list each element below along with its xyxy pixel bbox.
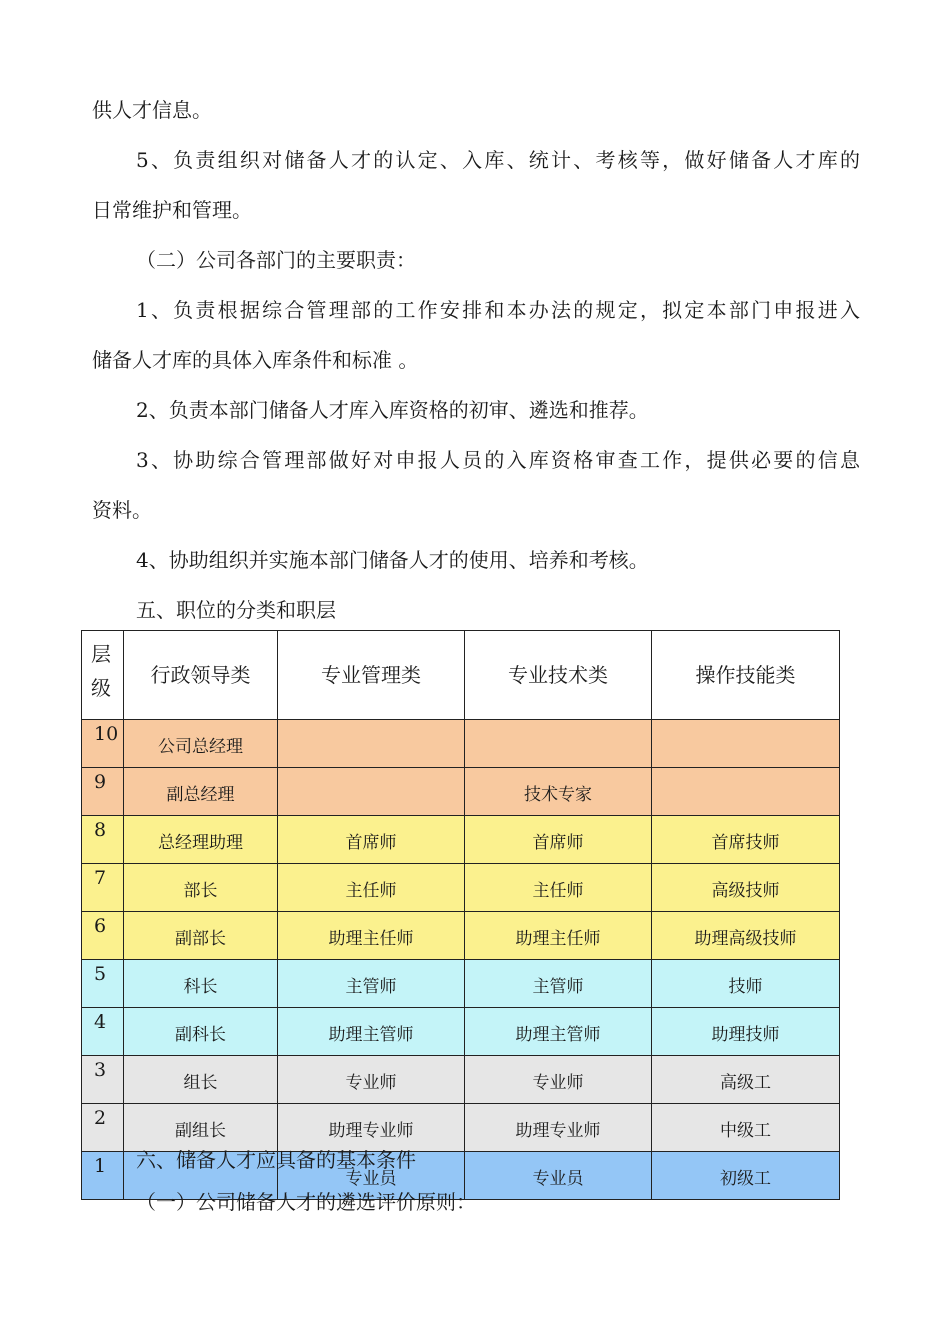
header-admin: 行政领导类 xyxy=(124,631,278,720)
row-mgmt: 主任师 xyxy=(278,864,465,912)
paragraph-line: 1、负责根据综合管理部的工作安排和本办法的规定，拟定本部门申报进入 xyxy=(136,298,860,322)
row-mgmt xyxy=(278,768,465,816)
table-row xyxy=(82,1104,840,1152)
row-tech: 助理主任师 xyxy=(465,912,652,960)
row-admin: 副总经理 xyxy=(124,768,278,816)
paragraph-line: 储备人才库的具体入库条件和标准 。 xyxy=(92,348,419,372)
row-level: 5 xyxy=(82,960,124,1008)
table-row xyxy=(82,816,840,864)
paragraph-line: 资料。 xyxy=(92,498,152,522)
table-row xyxy=(82,720,840,768)
row-skill xyxy=(652,768,840,816)
row-skill: 助理高级技师 xyxy=(652,912,840,960)
paragraph-line: 日常维护和管理。 xyxy=(92,198,252,222)
table-header-row xyxy=(82,631,840,720)
row-skill: 首席技师 xyxy=(652,816,840,864)
row-admin: 总经理助理 xyxy=(124,816,278,864)
row-mgmt: 专业员 xyxy=(278,1152,465,1200)
row-admin: 副组长 xyxy=(124,1104,278,1152)
row-level: 6 xyxy=(82,912,124,960)
paragraph-line: 供人才信息。 xyxy=(92,98,212,122)
paragraph-line: 2、负责本部门储备人才库入库资格的初审、遴选和推荐。 xyxy=(136,398,649,422)
row-tech: 专业师 xyxy=(465,1056,652,1104)
row-tech: 首席师 xyxy=(465,816,652,864)
row-level: 3 xyxy=(82,1056,124,1104)
row-level: 10 xyxy=(82,720,124,768)
row-mgmt: 首席师 xyxy=(278,816,465,864)
row-mgmt: 助理主管师 xyxy=(278,1008,465,1056)
paragraph-line: 5、负责组织对储备人才的认定、入库、统计、考核等，做好储备人才库的 xyxy=(136,148,860,172)
row-tech: 专业员 xyxy=(465,1152,652,1200)
row-tech: 技术专家 xyxy=(465,768,652,816)
row-level: 9 xyxy=(82,768,124,816)
row-tech: 助理主管师 xyxy=(465,1008,652,1056)
table-row xyxy=(82,768,840,816)
row-tech xyxy=(465,720,652,768)
row-tech: 主任师 xyxy=(465,864,652,912)
job-grade-table xyxy=(81,630,840,1200)
section-heading: 五、职位的分类和职层 xyxy=(136,598,336,622)
table-row xyxy=(82,1056,840,1104)
row-skill: 中级工 xyxy=(652,1104,840,1152)
row-mgmt xyxy=(278,720,465,768)
row-admin: 部长 xyxy=(124,864,278,912)
row-admin: 组长 xyxy=(124,1056,278,1104)
header-level: 层级 xyxy=(82,631,124,720)
row-mgmt: 助理主任师 xyxy=(278,912,465,960)
row-admin: 副部长 xyxy=(124,912,278,960)
section-subheading: （一）公司储备人才的遴选评价原则： xyxy=(136,1190,476,1214)
row-admin: 科长 xyxy=(124,960,278,1008)
table-row xyxy=(82,864,840,912)
section-heading: 六、储备人才应具备的基本条件 xyxy=(136,1148,416,1172)
header-mgmt: 专业管理类 xyxy=(278,631,465,720)
row-skill: 高级技师 xyxy=(652,864,840,912)
section-subheading: （二）公司各部门的主要职责： xyxy=(136,248,416,272)
row-tech: 主管师 xyxy=(465,960,652,1008)
row-level: 2 xyxy=(82,1104,124,1152)
row-skill: 技师 xyxy=(652,960,840,1008)
row-level: 4 xyxy=(82,1008,124,1056)
row-admin: 副科长 xyxy=(124,1008,278,1056)
row-skill: 高级工 xyxy=(652,1056,840,1104)
paragraph-line: 4、协助组织并实施本部门储备人才的使用、培养和考核。 xyxy=(136,548,649,572)
table-row xyxy=(82,912,840,960)
row-admin: 公司总经理 xyxy=(124,720,278,768)
table-row xyxy=(82,960,840,1008)
row-skill xyxy=(652,720,840,768)
row-mgmt: 主管师 xyxy=(278,960,465,1008)
row-skill: 初级工 xyxy=(652,1152,840,1200)
table-row xyxy=(82,1008,840,1056)
row-mgmt: 专业师 xyxy=(278,1056,465,1104)
paragraph-line: 3、协助综合管理部做好对申报人员的入库资格审查工作，提供必要的信息 xyxy=(136,448,860,472)
row-level: 8 xyxy=(82,816,124,864)
row-tech: 助理专业师 xyxy=(465,1104,652,1152)
row-level: 7 xyxy=(82,864,124,912)
header-skill: 操作技能类 xyxy=(652,631,840,720)
row-level: 1 xyxy=(82,1152,124,1200)
row-skill: 助理技师 xyxy=(652,1008,840,1056)
header-tech: 专业技术类 xyxy=(465,631,652,720)
row-mgmt: 助理专业师 xyxy=(278,1104,465,1152)
